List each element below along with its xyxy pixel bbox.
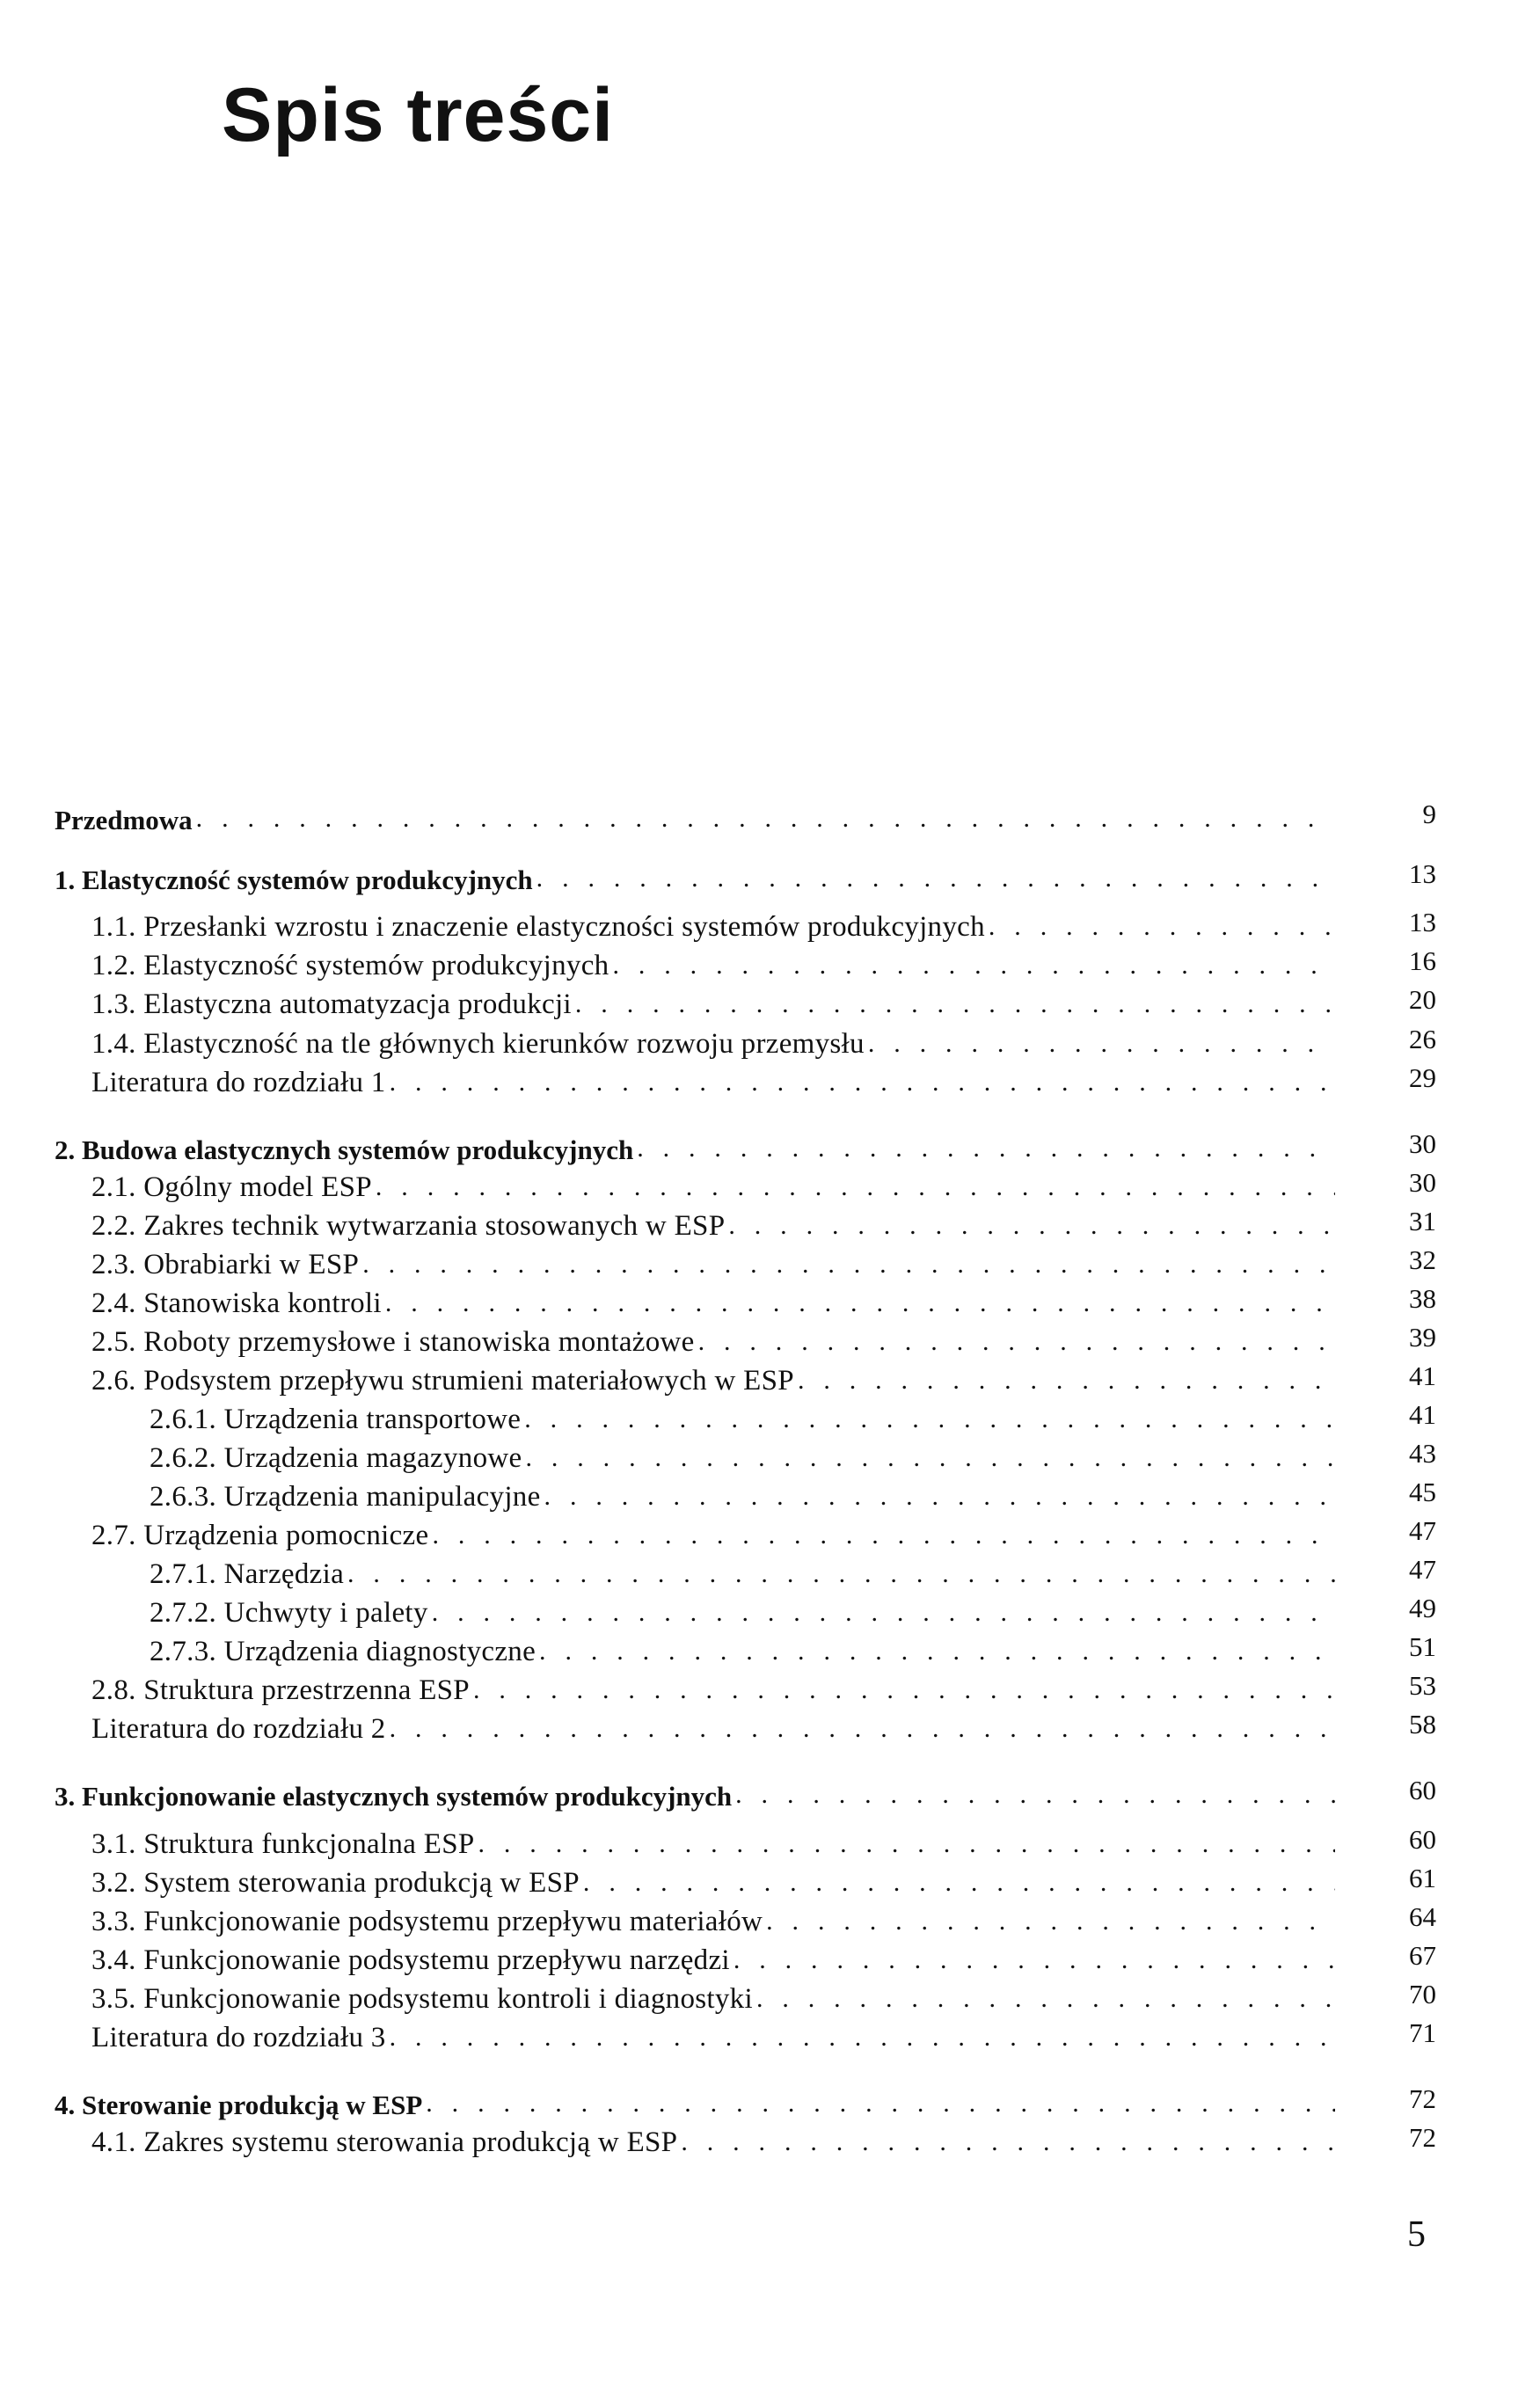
dot-leader bbox=[432, 1522, 1335, 1550]
dot-leader bbox=[698, 1329, 1335, 1357]
toc-entry-page: 9 bbox=[1422, 799, 1436, 829]
toc-entry-page: 51 bbox=[1409, 1631, 1436, 1662]
toc-entry-page: 47 bbox=[1409, 1515, 1436, 1546]
toc-entry-title: 2.5. Roboty przemysłowe i stanowiska montażowe bbox=[91, 1326, 695, 1358]
toc-entry bbox=[91, 1163, 1335, 1202]
toc-entry bbox=[91, 1020, 1335, 1059]
toc-entry-title: 1. Elastyczność systemów produkcyjnych bbox=[55, 864, 533, 895]
toc-entry-title: 2.1. Ogólny model ESP bbox=[91, 1171, 372, 1203]
toc-entry-title: 2.7. Urządzenia pomocnicze bbox=[91, 1520, 429, 1551]
toc-entry bbox=[91, 1357, 1335, 1396]
dot-leader bbox=[362, 1251, 1335, 1280]
toc-entry bbox=[55, 1771, 1335, 1810]
toc-entry bbox=[91, 1318, 1335, 1357]
dot-leader bbox=[989, 914, 1335, 942]
dot-leader bbox=[728, 1213, 1335, 1241]
toc-entry bbox=[91, 942, 1335, 981]
toc-entry-page: 49 bbox=[1409, 1593, 1436, 1623]
toc-entry bbox=[91, 1667, 1335, 1705]
toc-entry-page: 60 bbox=[1409, 1775, 1436, 1805]
dot-leader bbox=[376, 1174, 1335, 1202]
toc-entry-page: 67 bbox=[1409, 1940, 1436, 1971]
toc-entry bbox=[150, 1628, 1335, 1667]
dot-leader bbox=[735, 1782, 1335, 1810]
toc-entry-title: 1.1. Przesłanki wzrostu i znaczenie elastyczności systemów produkcyjnych bbox=[91, 911, 985, 943]
dot-leader bbox=[734, 1947, 1335, 1975]
dot-leader bbox=[798, 1368, 1335, 1396]
toc-entry-page: 58 bbox=[1409, 1709, 1436, 1740]
dot-leader bbox=[432, 1600, 1335, 1628]
toc-entry-title: 2.6.2. Urządzenia magazynowe bbox=[150, 1442, 522, 1474]
toc-entry bbox=[150, 1396, 1335, 1434]
toc-entry bbox=[91, 1280, 1335, 1318]
toc-entry-title: 2.7.2. Uchwyty i palety bbox=[150, 1597, 428, 1629]
toc-entry-page: 38 bbox=[1409, 1283, 1436, 1314]
toc-entry bbox=[55, 855, 1335, 893]
dot-leader bbox=[385, 1290, 1335, 1318]
toc-entry-title: 4.1. Zakres systemu sterowania produkcją w ESP bbox=[91, 2126, 678, 2158]
toc-entry bbox=[91, 2014, 1335, 2053]
toc-entry-title: 3.2. System sterowania produkcją w ESP bbox=[91, 1867, 580, 1899]
toc-entry-page: 13 bbox=[1409, 858, 1436, 889]
toc-entry-title: 3.4. Funkcjonowanie podsystemu przepływu narzędzi bbox=[91, 1944, 730, 1976]
toc-entry-title: 2.6. Podsystem przepływu strumieni materiałowych w ESP bbox=[91, 1365, 794, 1397]
dot-leader bbox=[868, 1031, 1335, 1059]
toc-entry-page: 60 bbox=[1409, 1824, 1436, 1855]
dot-leader bbox=[390, 1069, 1335, 1098]
toc-entry-page: 16 bbox=[1409, 945, 1436, 976]
dot-leader bbox=[525, 1445, 1335, 1473]
toc-entry-title: 3.5. Funkcjonowanie podsystemu kontroli i diagnostyki bbox=[91, 1983, 753, 2015]
toc-entry-title: Literatura do rozdziału 1 bbox=[91, 1067, 386, 1098]
toc-entry bbox=[150, 1550, 1335, 1589]
toc-entry bbox=[91, 1898, 1335, 1936]
toc-entry bbox=[91, 1705, 1335, 1744]
toc-entry bbox=[91, 2119, 1335, 2157]
toc-entry bbox=[55, 2080, 1335, 2119]
toc-entry-title: 1.2. Elastyczność systemów produkcyjnych bbox=[91, 950, 609, 981]
toc-entry-page: 70 bbox=[1409, 1979, 1436, 2009]
toc-entry-page: 45 bbox=[1409, 1477, 1436, 1507]
toc-entry-page: 26 bbox=[1409, 1024, 1436, 1054]
dot-leader bbox=[524, 1406, 1335, 1434]
toc-entry-page: 41 bbox=[1409, 1360, 1436, 1391]
toc-entry-page: 30 bbox=[1409, 1167, 1436, 1198]
toc-entry-page: 13 bbox=[1409, 907, 1436, 937]
toc-entry-title: 3.1. Struktura funkcjonalna ESP bbox=[91, 1828, 475, 1860]
dot-leader bbox=[544, 1484, 1335, 1512]
dot-leader bbox=[536, 865, 1335, 893]
toc-entry-title: 2. Budowa elastycznych systemów produkcyjnych bbox=[55, 1134, 634, 1165]
dot-leader bbox=[637, 1135, 1335, 1163]
toc-entry-page: 71 bbox=[1409, 2017, 1436, 2048]
dot-leader bbox=[390, 2024, 1335, 2053]
toc-entry-page: 31 bbox=[1409, 1206, 1436, 1236]
toc-entry bbox=[55, 795, 1335, 834]
toc-entry-title: 2.6.1. Urządzenia transportowe bbox=[150, 1404, 522, 1435]
toc-entry bbox=[91, 1059, 1335, 1098]
toc-entry-title: Literatura do rozdziału 3 bbox=[91, 2022, 386, 2053]
dot-leader bbox=[196, 806, 1335, 834]
dot-leader bbox=[756, 1986, 1335, 2014]
toc-entry-title: 2.6.3. Urządzenia manipulacyjne bbox=[150, 1481, 541, 1513]
toc-entry-title: 3. Funkcjonowanie elastycznych systemów produkcyjnych bbox=[55, 1781, 733, 1812]
toc-entry-page: 47 bbox=[1409, 1554, 1436, 1585]
toc-entry bbox=[91, 1859, 1335, 1898]
toc-entry bbox=[91, 1820, 1335, 1859]
dot-leader bbox=[583, 1870, 1335, 1898]
toc-entry-title: Przedmowa bbox=[55, 805, 193, 835]
toc-entry bbox=[91, 1975, 1335, 2014]
toc-entry-page: 29 bbox=[1409, 1062, 1436, 1093]
toc-entry-title: 1.3. Elastyczna automatyzacja produkcji bbox=[91, 988, 572, 1020]
toc-entry-title: 2.7.1. Narzędzia bbox=[150, 1558, 345, 1590]
toc-entry bbox=[150, 1589, 1335, 1628]
toc-entry bbox=[91, 1936, 1335, 1975]
toc-entry-page: 64 bbox=[1409, 1901, 1436, 1932]
dot-leader bbox=[681, 2129, 1335, 2157]
toc-entry bbox=[150, 1434, 1335, 1473]
toc-entry-page: 20 bbox=[1409, 984, 1436, 1015]
dot-leader bbox=[426, 2090, 1335, 2119]
toc-entry-page: 53 bbox=[1409, 1670, 1436, 1701]
toc-entry bbox=[91, 1202, 1335, 1241]
toc-entry-page: 72 bbox=[1409, 2083, 1436, 2114]
dot-leader bbox=[766, 1908, 1335, 1936]
toc-entry-title: 2.4. Stanowiska kontroli bbox=[91, 1287, 382, 1319]
toc-entry-title: 2.3. Obrabiarki w ESP bbox=[91, 1249, 360, 1280]
toc-entry-title: 4. Sterowanie produkcją w ESP bbox=[55, 2090, 423, 2120]
page-number: 5 bbox=[1407, 2214, 1426, 2255]
dot-leader bbox=[612, 952, 1335, 981]
toc-entry-page: 30 bbox=[1409, 1128, 1436, 1159]
toc-entry bbox=[91, 903, 1335, 942]
dot-leader bbox=[539, 1638, 1335, 1667]
toc-entry bbox=[91, 1512, 1335, 1550]
toc-entry-title: 3.3. Funkcjonowanie podsystemu przepływu materiałów bbox=[91, 1906, 763, 1937]
page-title: Spis treści bbox=[222, 73, 614, 157]
toc-entry-title: 1.4. Elastyczność na tle głównych kierunków rozwoju przemysłu bbox=[91, 1028, 865, 1060]
toc-entry bbox=[91, 981, 1335, 1019]
dot-leader bbox=[575, 991, 1335, 1019]
toc-entry-page: 39 bbox=[1409, 1322, 1436, 1353]
toc-entry-page: 72 bbox=[1409, 2122, 1436, 2153]
dot-leader bbox=[347, 1561, 1335, 1589]
dot-leader bbox=[473, 1677, 1335, 1705]
toc-entry-page: 43 bbox=[1409, 1438, 1436, 1469]
toc-entry-page: 32 bbox=[1409, 1244, 1436, 1275]
toc-entry-page: 61 bbox=[1409, 1863, 1436, 1893]
toc-entry bbox=[91, 1241, 1335, 1280]
toc-entry-title: 2.8. Struktura przestrzenna ESP bbox=[91, 1674, 470, 1706]
toc-entry bbox=[55, 1125, 1335, 1163]
toc-entry-title: 2.7.3. Urządzenia diagnostyczne bbox=[150, 1636, 536, 1667]
toc-entry-title: Literatura do rozdziału 2 bbox=[91, 1713, 386, 1745]
dot-leader bbox=[390, 1716, 1335, 1744]
toc-entry-title: 2.2. Zakres technik wytwarzania stosowanych w ESP bbox=[91, 1210, 726, 1242]
toc-entry-page: 41 bbox=[1409, 1399, 1436, 1430]
toc-entry bbox=[150, 1473, 1335, 1512]
dot-leader bbox=[478, 1831, 1336, 1859]
